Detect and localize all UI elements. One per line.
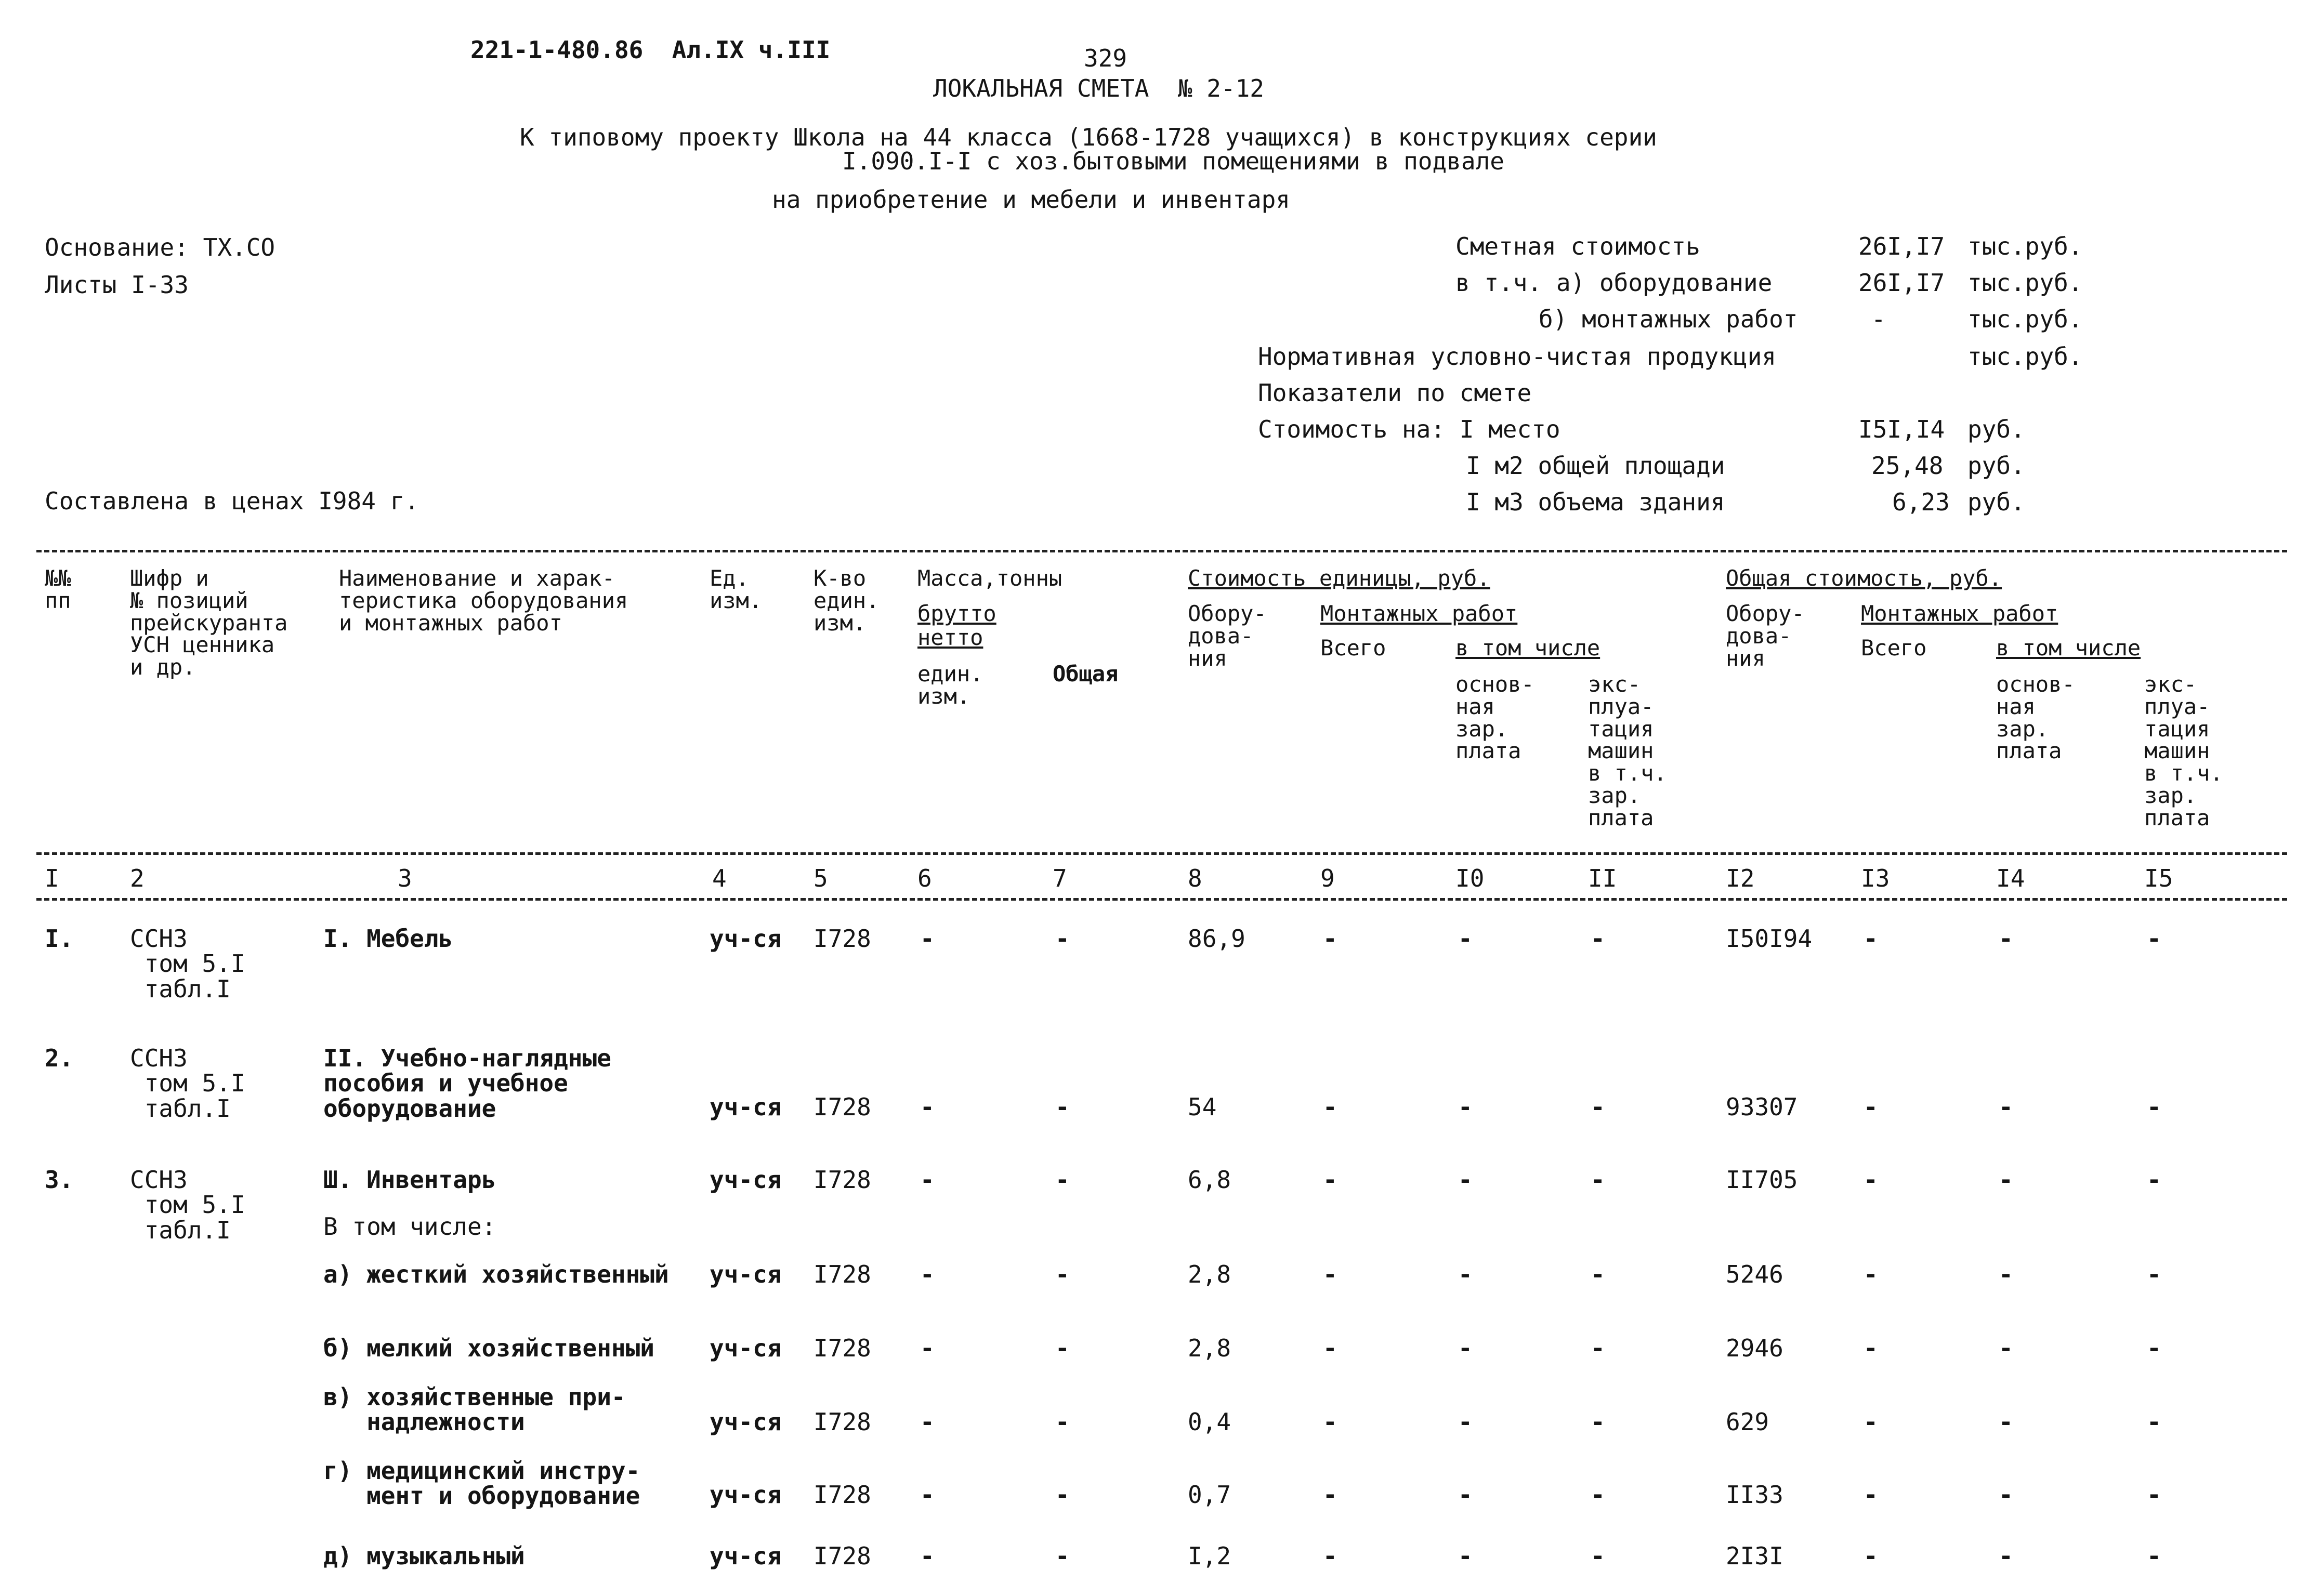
summary-label: в т.ч. а) оборудование xyxy=(1455,269,1773,297)
column-number: 3 xyxy=(398,864,412,892)
row-cell: - xyxy=(1591,925,1605,953)
header-unit-total: Всего xyxy=(1320,635,1386,661)
summary-value: 26I,I7 xyxy=(1858,269,1945,297)
row-code: ССНЗ том 5.I табл.I xyxy=(130,1044,245,1123)
row-unit-equipment: 0,7 xyxy=(1188,1481,1231,1509)
row-total-equipment: 2946 xyxy=(1726,1334,1783,1362)
summary-value: 26I,I7 xyxy=(1858,232,1945,260)
summary-value: I5I,I4 xyxy=(1858,415,1945,443)
row-unit-equipment: 0,4 xyxy=(1188,1408,1231,1436)
row-mass-unit: - xyxy=(920,1481,935,1509)
page-number: 329 xyxy=(1084,44,1127,72)
row-cell: - xyxy=(1999,1260,2013,1288)
row-number: I. xyxy=(45,925,74,953)
row-mass-unit: - xyxy=(920,1093,935,1121)
row-unit: уч-ся xyxy=(710,925,782,953)
column-numbers-rule xyxy=(36,898,2287,901)
row-total-equipment: 629 xyxy=(1726,1408,1769,1436)
row-quantity: I728 xyxy=(814,1542,871,1570)
row-cell: - xyxy=(1864,1334,1878,1362)
row-unit: уч-ся xyxy=(710,1166,782,1194)
sheets-label: Листы I-33 xyxy=(45,271,189,299)
row-mass-total: - xyxy=(1055,1542,1070,1570)
basis-label: Основание: ТХ.СО xyxy=(45,233,275,261)
header-unit-incl: в том числе xyxy=(1455,635,1600,661)
header-mass-unit: един. изм. xyxy=(917,661,983,709)
row-name: б) мелкий хозяйственный xyxy=(323,1334,654,1362)
row-total-equipment: I50I94 xyxy=(1726,925,1813,953)
summary-unit: тыс.руб. xyxy=(1967,342,2083,371)
row-unit: уч-ся xyxy=(710,1408,782,1436)
row-quantity: I728 xyxy=(814,925,871,953)
subtitle-line-2: I.090.I-I с хоз.бытовыми помещениями в подвале xyxy=(842,147,1504,175)
header-unit-base-pay: основ- ная зар. плата xyxy=(1455,671,1534,764)
row-cell: - xyxy=(2147,1481,2161,1509)
row-total-equipment: II705 xyxy=(1726,1166,1798,1194)
column-number: 2 xyxy=(130,864,145,892)
row-unit: уч-ся xyxy=(710,1542,782,1570)
column-number: 7 xyxy=(1053,864,1067,892)
row-cell: - xyxy=(1323,1093,1337,1121)
row-mass-unit: - xyxy=(920,1166,935,1194)
row-mass-total: - xyxy=(1055,1334,1070,1362)
header-total-base-pay: основ- ная зар. плата xyxy=(1996,671,2075,764)
column-number: I5 xyxy=(2144,864,2173,892)
row-name: а) жесткий хозяйственный xyxy=(323,1260,669,1288)
row-mass-unit: - xyxy=(920,1334,935,1362)
table-top-rule xyxy=(36,550,2287,552)
row-quantity: I728 xyxy=(814,1481,871,1509)
header-quantity: К-во един. изм. xyxy=(814,565,880,636)
row-unit: уч-ся xyxy=(710,1093,782,1121)
row-quantity: I728 xyxy=(814,1260,871,1288)
row-cell: - xyxy=(1591,1093,1605,1121)
row-cell: - xyxy=(1458,1542,1473,1570)
header-bottom-rule xyxy=(36,852,2287,855)
column-number: I xyxy=(45,864,59,892)
row-unit-equipment: 2,8 xyxy=(1188,1334,1231,1362)
row-total-equipment: II33 xyxy=(1726,1481,1783,1509)
row-cell: - xyxy=(1999,925,2013,953)
document-title: ЛОКАЛЬНАЯ СМЕТА № 2-12 xyxy=(933,74,1264,102)
row-cell: - xyxy=(2147,1542,2161,1570)
row-cell: - xyxy=(1999,1408,2013,1436)
row-cell: - xyxy=(1864,1481,1878,1509)
column-number: I0 xyxy=(1455,864,1485,892)
row-code: ССНЗ том 5.I табл.I xyxy=(130,1166,245,1244)
row-cell: - xyxy=(1323,1334,1337,1362)
row-cell: - xyxy=(1864,925,1878,953)
row-cell: - xyxy=(2147,1166,2161,1194)
row-cell: - xyxy=(1864,1408,1878,1436)
summary-value: - xyxy=(1871,305,1886,333)
summary-label: Показатели по смете xyxy=(1258,379,1532,407)
summary-label: б) монтажных работ xyxy=(1539,305,1798,333)
row-cell: - xyxy=(1864,1260,1878,1288)
row-cell: - xyxy=(2147,1334,2161,1362)
row-unit-equipment: I,2 xyxy=(1188,1542,1231,1570)
row-unit-equipment: 54 xyxy=(1188,1093,1217,1121)
row-mass-total: - xyxy=(1055,925,1070,953)
row-cell: - xyxy=(2147,925,2161,953)
row-mass-total: - xyxy=(1055,1408,1070,1436)
row-cell: - xyxy=(1591,1166,1605,1194)
header-unit-cost: Стоимость единицы, руб. xyxy=(1188,565,1490,591)
row-cell: - xyxy=(1999,1166,2013,1194)
row-quantity: I728 xyxy=(814,1166,871,1194)
column-number: 8 xyxy=(1188,864,1202,892)
row-cell: - xyxy=(2147,1408,2161,1436)
row-cell: - xyxy=(1458,1260,1473,1288)
row-name: В том числе: xyxy=(323,1212,496,1241)
row-total-equipment: 93307 xyxy=(1726,1093,1798,1121)
row-cell: - xyxy=(1323,1542,1337,1570)
column-number: I4 xyxy=(1996,864,2025,892)
row-number: 2. xyxy=(45,1044,74,1072)
header-code: Шифр и № позиций прейскуранта УСН ценника и др. xyxy=(130,565,288,680)
column-number: I2 xyxy=(1726,864,1755,892)
row-unit-equipment: 86,9 xyxy=(1188,925,1245,953)
row-mass-total: - xyxy=(1055,1260,1070,1288)
row-cell: - xyxy=(1323,925,1337,953)
row-name: д) музыкальный xyxy=(323,1542,525,1570)
row-unit: уч-ся xyxy=(710,1334,782,1362)
row-unit: уч-ся xyxy=(710,1260,782,1288)
row-cell: - xyxy=(2147,1260,2161,1288)
row-mass-unit: - xyxy=(920,925,935,953)
row-cell: - xyxy=(1999,1334,2013,1362)
subtitle-line-3: на приобретение и мебели и инвентаря xyxy=(772,186,1290,214)
column-number: 9 xyxy=(1320,864,1335,892)
row-cell: - xyxy=(1999,1093,2013,1121)
row-name: г) медицинский инстру- мент и оборудование xyxy=(323,1457,640,1510)
header-brutto: брутто xyxy=(917,601,996,626)
column-number: II xyxy=(1588,864,1617,892)
row-mass-unit: - xyxy=(920,1408,935,1436)
row-cell: - xyxy=(1458,1166,1473,1194)
summary-label: Нормативная условно-чистая продукция xyxy=(1258,342,1776,371)
row-cell: - xyxy=(1591,1334,1605,1362)
row-name: I. Мебель xyxy=(323,925,453,953)
row-name: II. Учебно-наглядные пособия и учебное оборудование xyxy=(323,1044,611,1123)
row-cell: - xyxy=(1864,1166,1878,1194)
row-unit-equipment: 2,8 xyxy=(1188,1260,1231,1288)
row-cell: - xyxy=(1323,1166,1337,1194)
row-cell: - xyxy=(1591,1542,1605,1570)
row-cell: - xyxy=(1323,1408,1337,1436)
column-number: I3 xyxy=(1861,864,1890,892)
row-mass-total: - xyxy=(1055,1166,1070,1194)
summary-unit: руб. xyxy=(1967,488,2025,516)
row-cell: - xyxy=(1864,1093,1878,1121)
header-mass: Масса,тонны xyxy=(917,565,1062,591)
header-unit-equipment: Обору- дова- ния xyxy=(1188,601,1267,671)
header-total-equipment: Обору- дова- ния xyxy=(1726,601,1805,671)
row-cell: - xyxy=(2147,1093,2161,1121)
column-number: 4 xyxy=(712,864,727,892)
row-number: 3. xyxy=(45,1166,74,1194)
summary-unit: тыс.руб. xyxy=(1967,269,2083,297)
summary-label: Сметная стоимость xyxy=(1455,232,1700,260)
row-cell: - xyxy=(1458,1334,1473,1362)
summary-unit: руб. xyxy=(1967,415,2025,443)
row-name: в) хозяйственные при- надлежности xyxy=(323,1383,626,1436)
row-cell: - xyxy=(1591,1260,1605,1288)
row-cell: - xyxy=(1323,1260,1337,1288)
summary-value: 6,23 xyxy=(1892,488,1950,516)
row-unit: уч-ся xyxy=(710,1481,782,1509)
row-cell: - xyxy=(1999,1481,2013,1509)
header-mass-total: Общая xyxy=(1053,661,1119,687)
row-cell: - xyxy=(1458,925,1473,953)
header-total-incl: в том числе xyxy=(1996,635,2141,661)
header-name: Наименование и харак- теристика оборудования и монтажных работ xyxy=(339,565,628,636)
row-total-equipment: 2I3I xyxy=(1726,1542,1783,1570)
row-mass-unit: - xyxy=(920,1260,935,1288)
summary-unit: тыс.руб. xyxy=(1967,232,2083,260)
row-total-equipment: 5246 xyxy=(1726,1260,1783,1288)
row-mass-unit: - xyxy=(920,1542,935,1570)
row-quantity: I728 xyxy=(814,1093,871,1121)
row-name: Ш. Инвентарь xyxy=(323,1166,496,1194)
row-cell: - xyxy=(1999,1542,2013,1570)
row-quantity: I728 xyxy=(814,1334,871,1362)
document-code: 221-1-480.86 Ал.IX ч.III xyxy=(470,36,831,64)
row-cell: - xyxy=(1458,1408,1473,1436)
row-cell: - xyxy=(1458,1093,1473,1121)
summary-unit: руб. xyxy=(1967,452,2025,480)
header-netto: нетто xyxy=(917,625,983,650)
row-cell: - xyxy=(1323,1481,1337,1509)
subtitle-line-1: К типовому проекту Школа на 44 класса (1668-1728 учащихся) в конструкциях серии xyxy=(520,123,1657,151)
row-code: ССНЗ том 5.I табл.I xyxy=(130,925,245,1003)
prices-label: Составлена в ценах I984 г. xyxy=(45,487,419,515)
summary-label: Стоимость на: I место xyxy=(1258,415,1560,443)
summary-unit: тыс.руб. xyxy=(1967,305,2083,333)
header-unit-montage: Монтажных работ xyxy=(1320,601,1518,626)
header-unit: Ед. изм. xyxy=(710,565,763,613)
row-mass-total: - xyxy=(1055,1093,1070,1121)
column-number: 5 xyxy=(814,864,828,892)
row-cell: - xyxy=(1458,1481,1473,1509)
header-total-cost: Общая стоимость, руб. xyxy=(1726,565,2002,591)
row-cell: - xyxy=(1591,1408,1605,1436)
column-number: 6 xyxy=(917,864,932,892)
header-number: №№ пп xyxy=(45,565,71,613)
header-total-total: Всего xyxy=(1861,635,1927,661)
summary-label: I м2 общей площади xyxy=(1466,452,1725,480)
row-quantity: I728 xyxy=(814,1408,871,1436)
summary-value: 25,48 xyxy=(1871,452,1944,480)
header-unit-machines: экс- плуа- тация машин в т.ч. зар. плата xyxy=(1588,671,1667,830)
row-cell: - xyxy=(1591,1481,1605,1509)
row-cell: - xyxy=(1864,1542,1878,1570)
row-unit-equipment: 6,8 xyxy=(1188,1166,1231,1194)
header-total-montage: Монтажных работ xyxy=(1861,601,2058,626)
header-total-machines: экс- плуа- тация машин в т.ч. зар. плата xyxy=(2144,671,2223,830)
summary-label: I м3 объема здания xyxy=(1466,488,1725,516)
row-mass-total: - xyxy=(1055,1481,1070,1509)
